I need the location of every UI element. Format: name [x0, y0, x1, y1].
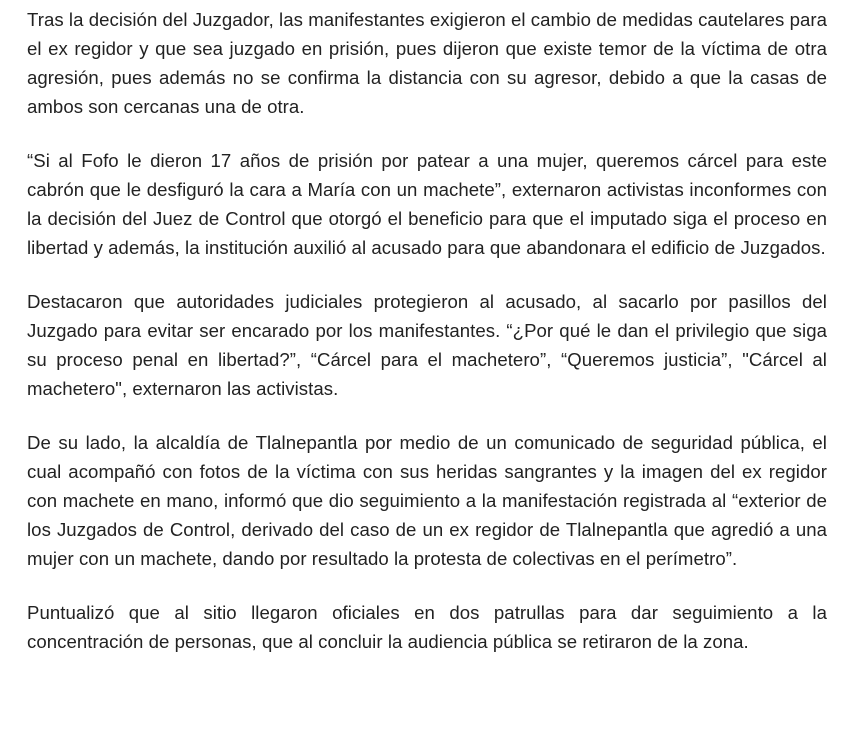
article-paragraph-2: “Si al Fofo le dieron 17 años de prisión por patear a una mujer, queremos cárcel para este cabrón que le desfiguró la cara a María con un machete”, externaron activistas inconformes con la decisión del Juez de Control que otorgó el beneficio para que el imputado siga el proceso en libertad y además, la institución auxilió al acusado para que abandonara el edificio de Juzgados.: [27, 150, 827, 258]
article-paragraph-1: Tras la decisión del Juzgador, las manifestantes exigieron el cambio de medidas cautelares para el ex regidor y que sea juzgado en prisión, pues dijeron que existe temor de la víctima de otra agresión, pues además no se confirma la distancia con su agresor, debido a que la casas de ambos son cercanas una de otra.: [27, 9, 827, 117]
article-paragraph-4: De su lado, la alcaldía de Tlalnepantla por medio de un comunicado de seguridad pública, el cual acompañó con fotos de la víctima con sus heridas sangrantes y la imagen del ex regidor con machete en mano, informó que dio seguimiento a la manifestación registrada al “exterior de los Juzgados de Control, derivado del caso de un ex regidor de Tlalnepantla que agredió a una mujer con un machete, dando por resultado la protesta de colectivas en el perímetro”.: [27, 432, 827, 569]
article-paragraph-5: Puntualizó que al sitio llegaron oficiales en dos patrullas para dar seguimiento a la concentración de personas, que al concluir la audiencia pública se retiraron de la zona.: [27, 602, 827, 652]
article-paragraph-3: Destacaron que autoridades judiciales protegieron al acusado, al sacarlo por pasillos del Juzgado para evitar ser encarado por los manifestantes. “¿Por qué le dan el privilegio que siga su proceso penal en libertad?”, “Cárcel para el machetero”, “Queremos justicia”, "Cárcel al machetero", externaron las activistas.: [27, 291, 827, 399]
